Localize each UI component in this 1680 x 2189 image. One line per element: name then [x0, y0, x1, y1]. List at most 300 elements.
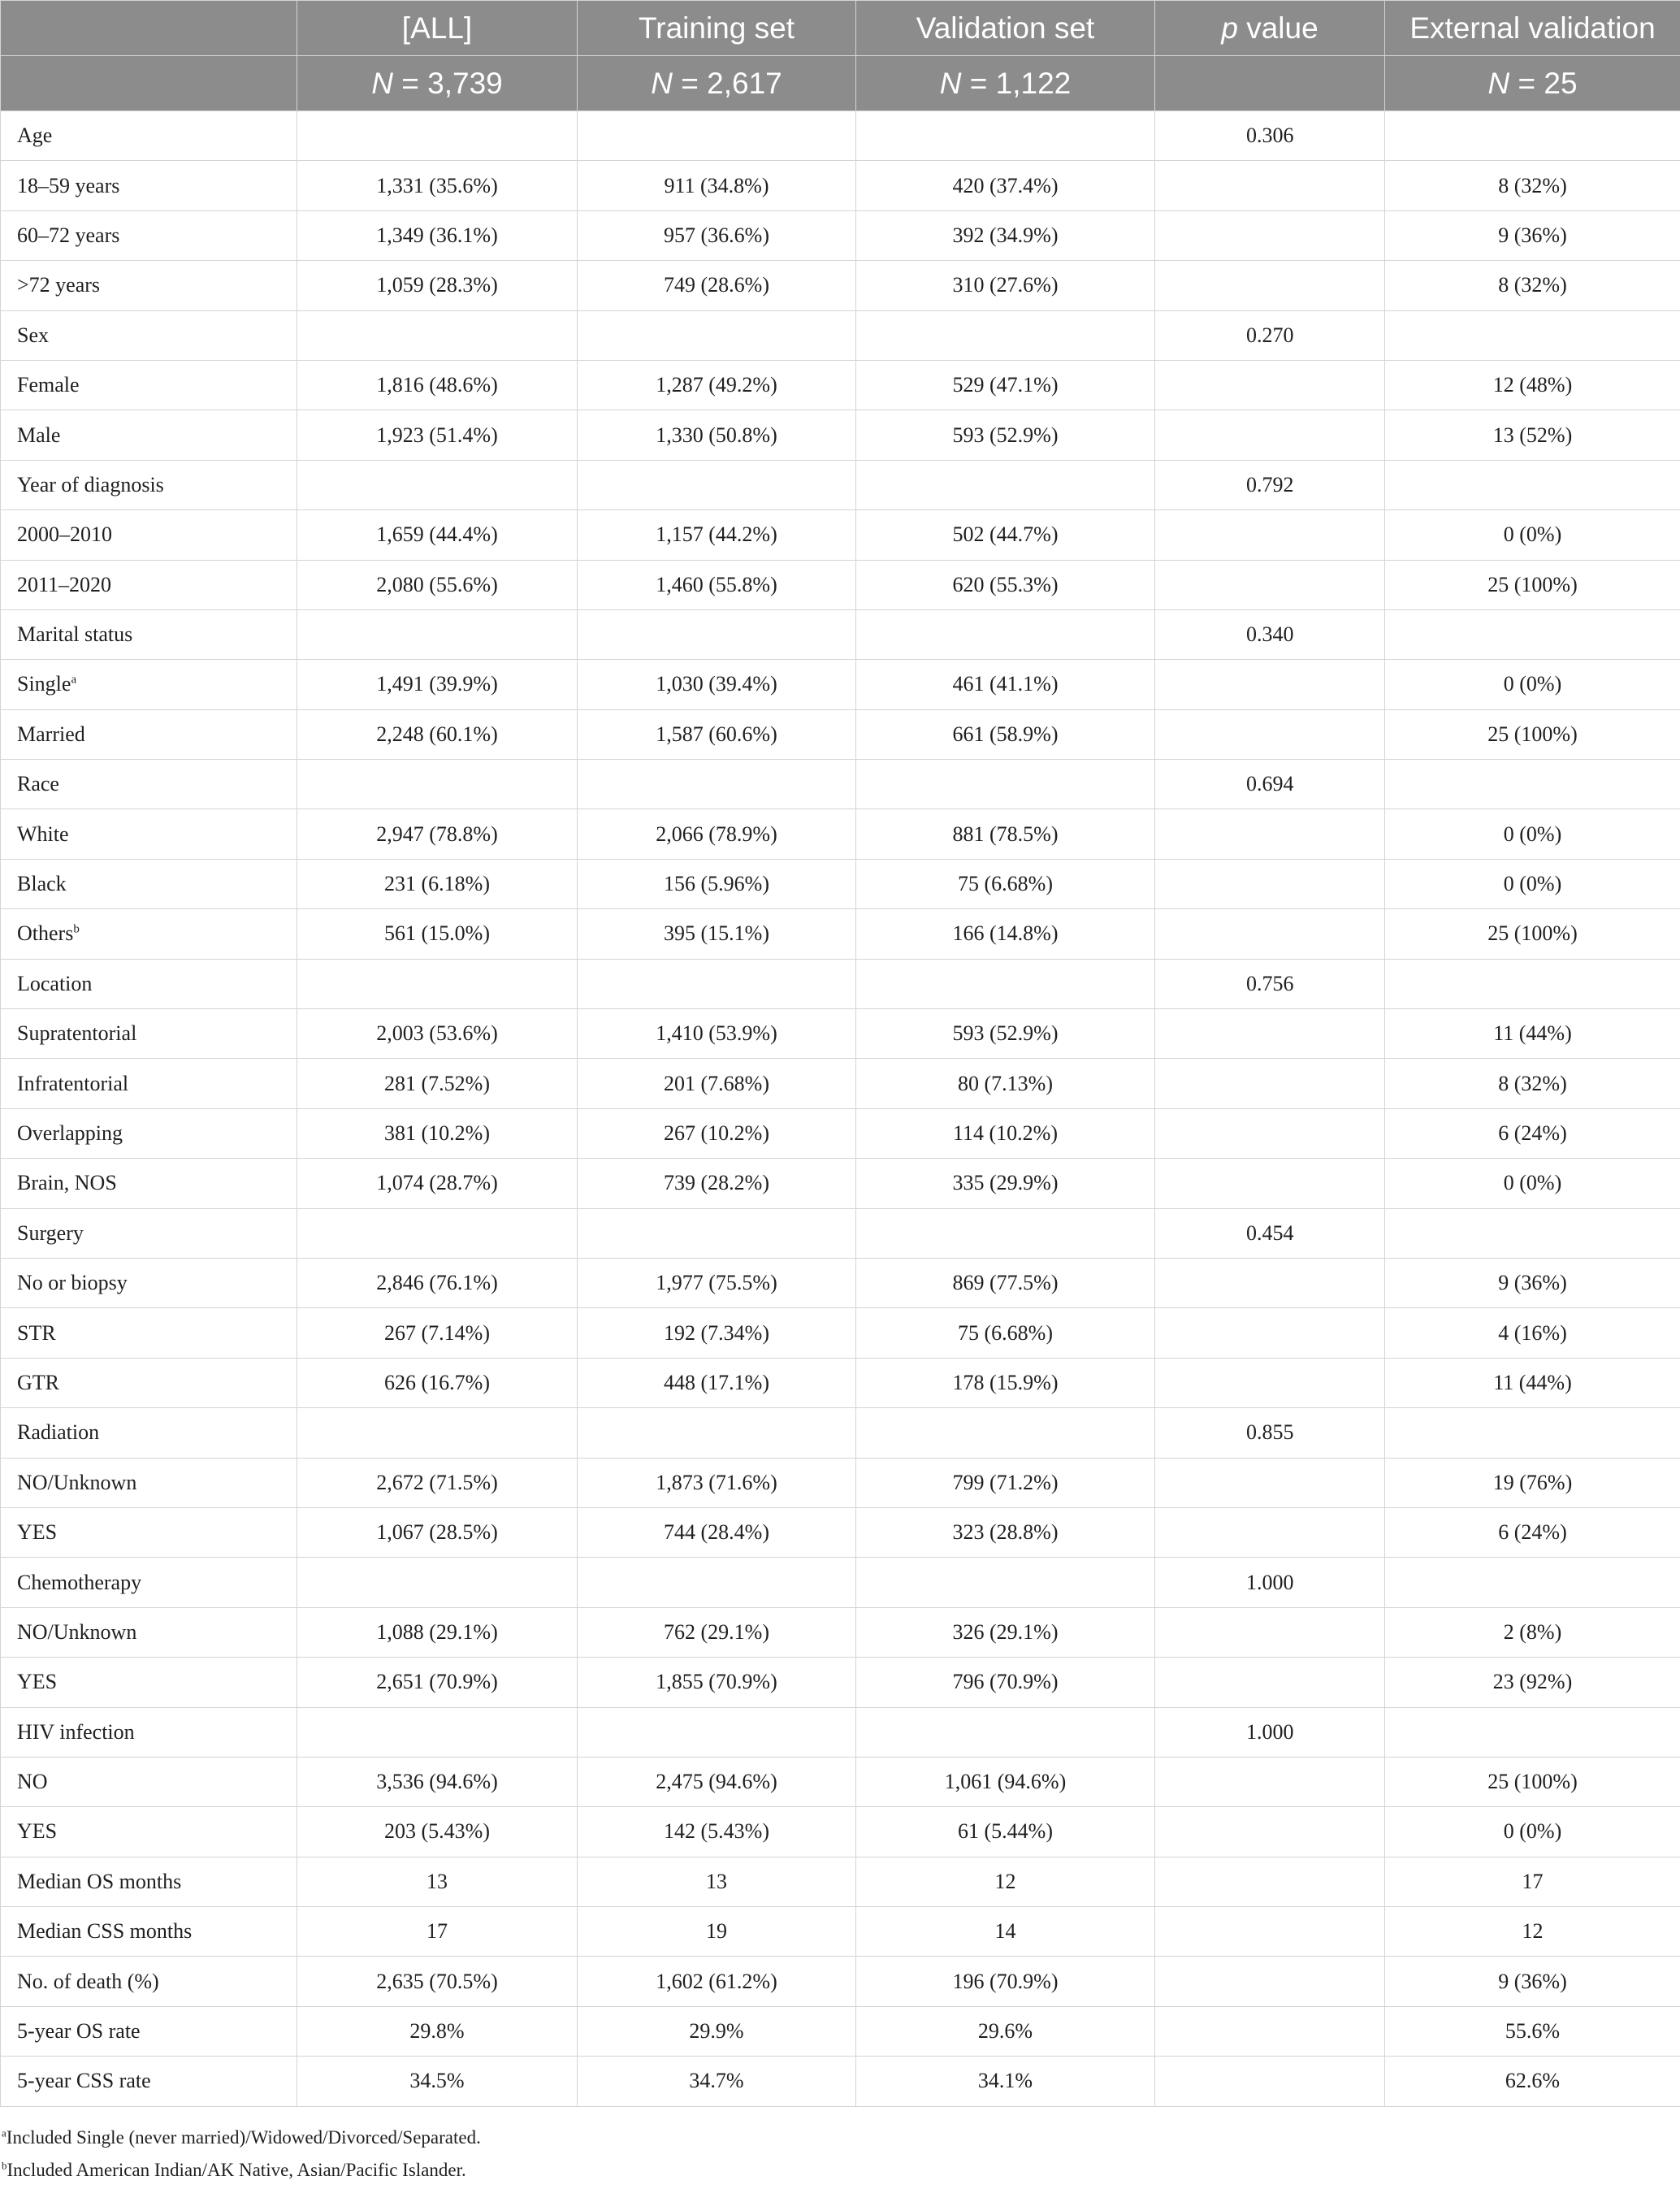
cell-external [1385, 1208, 1680, 1258]
row-label: Male [1, 410, 297, 460]
cell-p-value [1155, 859, 1385, 908]
cell-training [578, 1707, 856, 1757]
row-label: Others$^b$ [1, 909, 297, 959]
cell-external: 9 (36%) [1385, 210, 1680, 260]
cell-all: 13 [297, 1857, 578, 1906]
table-row [1, 360, 1680, 410]
cell-external: 11 (44%) [1385, 1009, 1680, 1059]
cell-validation [856, 1558, 1155, 1607]
cell-external: 25 (100%) [1385, 709, 1680, 759]
cell-validation [856, 1208, 1155, 1258]
header-n-training: N = 2,617 [578, 56, 856, 111]
cell-all [297, 1208, 578, 1258]
cell-all: 626 (16.7%) [297, 1358, 578, 1407]
table-row [1, 1658, 1680, 1707]
cell-training: 749 (28.6%) [578, 261, 856, 310]
cell-external: 12 (48%) [1385, 360, 1680, 410]
table-row [1, 760, 1680, 809]
cell-validation [856, 1707, 1155, 1757]
cell-p-value: 0.306 [1155, 111, 1385, 161]
cell-validation: 178 (15.9%) [856, 1358, 1155, 1407]
cell-validation: 61 (5.44%) [856, 1807, 1155, 1857]
cell-all [297, 1558, 578, 1607]
cell-validation: 80 (7.13%) [856, 1059, 1155, 1108]
cell-external: 12 [1385, 1907, 1680, 1957]
cell-validation: 799 (71.2%) [856, 1458, 1155, 1507]
cell-validation: 75 (6.68%) [856, 859, 1155, 908]
row-label: 2011–2020 [1, 560, 297, 609]
cell-p-value [1155, 1458, 1385, 1507]
cell-external: 0 (0%) [1385, 1159, 1680, 1208]
cell-validation: 593 (52.9%) [856, 410, 1155, 460]
table-row [1, 410, 1680, 460]
row-label: Brain, NOS [1, 1159, 297, 1208]
row-label: NO [1, 1757, 297, 1806]
row-label: Supratentorial [1, 1009, 297, 1059]
cell-p-value [1155, 1059, 1385, 1108]
cell-validation: 796 (70.9%) [856, 1658, 1155, 1707]
row-label: NO/Unknown [1, 1458, 297, 1507]
cell-p-value [1155, 161, 1385, 210]
cell-validation [856, 1408, 1155, 1458]
table-row [1, 1857, 1680, 1906]
row-label: 5-year OS rate [1, 2006, 297, 2056]
row-label: Radiation [1, 1408, 297, 1458]
row-label: YES [1, 1658, 297, 1707]
cell-p-value: 0.454 [1155, 1208, 1385, 1258]
cell-external: 11 (44%) [1385, 1358, 1680, 1407]
row-label: YES [1, 1807, 297, 1857]
header-n-all: N = 3,739 [297, 56, 578, 111]
row-label: Location [1, 959, 297, 1008]
cell-external: 9 (36%) [1385, 1258, 1680, 1307]
cell-external: 23 (92%) [1385, 1658, 1680, 1707]
cell-p-value: 0.340 [1155, 609, 1385, 659]
cell-all [297, 460, 578, 509]
header-label-blank [1, 1, 297, 56]
table-row [1, 1907, 1680, 1957]
table-row [1, 959, 1680, 1008]
cell-training: 267 (10.2%) [578, 1108, 856, 1158]
cell-validation: 869 (77.5%) [856, 1258, 1155, 1307]
cell-training: 29.9% [578, 2006, 856, 2056]
cell-all: 267 (7.14%) [297, 1308, 578, 1358]
header-n-validation: N = 1,122 [856, 56, 1155, 111]
cell-training: 142 (5.43%) [578, 1807, 856, 1857]
table-row [1, 1607, 1680, 1657]
table-row [1, 261, 1680, 310]
cell-validation: 593 (52.9%) [856, 1009, 1155, 1059]
cell-all: 1,059 (28.3%) [297, 261, 578, 310]
row-label: Age [1, 111, 297, 161]
header-external-validation: External validation [1385, 1, 1680, 56]
cell-validation: 166 (14.8%) [856, 909, 1155, 959]
table-row [1, 310, 1680, 360]
cell-external: 6 (24%) [1385, 1507, 1680, 1557]
cell-training: 1,602 (61.2%) [578, 1957, 856, 2006]
cell-p-value [1155, 360, 1385, 410]
cell-external: 0 (0%) [1385, 809, 1680, 859]
table-row [1, 1558, 1680, 1607]
header-validation-set: Validation set [856, 1, 1155, 56]
cell-p-value [1155, 2006, 1385, 2056]
cell-p-value [1155, 1807, 1385, 1857]
table-body [1, 111, 1680, 2107]
cell-training [578, 959, 856, 1008]
cell-all: 1,659 (44.4%) [297, 510, 578, 560]
table-row [1, 859, 1680, 908]
cell-all: 1,331 (35.6%) [297, 161, 578, 210]
cell-training: 762 (29.1%) [578, 1607, 856, 1657]
cell-validation: 420 (37.4%) [856, 161, 1155, 210]
cell-external: 55.6% [1385, 2006, 1680, 2056]
cell-all: 3,536 (94.6%) [297, 1757, 578, 1806]
cell-external: 8 (32%) [1385, 161, 1680, 210]
cell-all: 381 (10.2%) [297, 1108, 578, 1158]
cell-all: 231 (6.18%) [297, 859, 578, 908]
row-label: 5-year CSS rate [1, 2057, 297, 2106]
cell-all: 2,651 (70.9%) [297, 1658, 578, 1707]
cell-validation [856, 609, 1155, 659]
table-row [1, 709, 1680, 759]
table-row [1, 1757, 1680, 1806]
cell-validation [856, 310, 1155, 360]
cell-training: 201 (7.68%) [578, 1059, 856, 1108]
cell-training: 1,330 (50.8%) [578, 410, 856, 460]
cell-all: 1,088 (29.1%) [297, 1607, 578, 1657]
row-label: Married [1, 709, 297, 759]
cell-p-value [1155, 809, 1385, 859]
cell-p-value: 1.000 [1155, 1558, 1385, 1607]
row-label: 18–59 years [1, 161, 297, 210]
cell-all: 1,923 (51.4%) [297, 410, 578, 460]
cell-p-value [1155, 660, 1385, 709]
cell-validation [856, 959, 1155, 1008]
cell-external: 25 (100%) [1385, 560, 1680, 609]
cell-training [578, 609, 856, 659]
row-label: >72 years [1, 261, 297, 310]
cell-validation: 661 (58.9%) [856, 709, 1155, 759]
cell-training: 156 (5.96%) [578, 859, 856, 908]
cell-p-value [1155, 909, 1385, 959]
row-label: HIV infection [1, 1707, 297, 1757]
cell-all: 1,816 (48.6%) [297, 360, 578, 410]
cell-all: 281 (7.52%) [297, 1059, 578, 1108]
row-label: Chemotherapy [1, 1558, 297, 1607]
cell-validation: 34.1% [856, 2057, 1155, 2106]
cell-p-value [1155, 1159, 1385, 1208]
table-row [1, 1308, 1680, 1358]
cell-training: 448 (17.1%) [578, 1358, 856, 1407]
cell-all: 17 [297, 1907, 578, 1957]
row-label: Female [1, 360, 297, 410]
cell-validation: 196 (70.9%) [856, 1957, 1155, 2006]
header-row-columns [1, 1, 1680, 56]
cell-external: 4 (16%) [1385, 1308, 1680, 1358]
cell-p-value [1155, 210, 1385, 260]
table-row [1, 809, 1680, 859]
cell-p-value: 0.756 [1155, 959, 1385, 1008]
row-label: 60–72 years [1, 210, 297, 260]
table-row [1, 1707, 1680, 1757]
cell-all: 29.8% [297, 2006, 578, 2056]
row-label: Infratentorial [1, 1059, 297, 1108]
row-label: No or biopsy [1, 1258, 297, 1307]
cell-p-value [1155, 1658, 1385, 1707]
cell-all: 1,349 (36.1%) [297, 210, 578, 260]
cell-p-value [1155, 1108, 1385, 1158]
header-row-n [1, 56, 1680, 111]
row-label: 2000–2010 [1, 510, 297, 560]
cell-external: 2 (8%) [1385, 1607, 1680, 1657]
cell-external [1385, 111, 1680, 161]
cell-external: 62.6% [1385, 2057, 1680, 2106]
header-n-external: N = 25 [1385, 56, 1680, 111]
cell-training [578, 111, 856, 161]
row-label: Median CSS months [1, 1907, 297, 1957]
row-label: Sex [1, 310, 297, 360]
cell-external: 6 (24%) [1385, 1108, 1680, 1158]
cell-external: 25 (100%) [1385, 1757, 1680, 1806]
table-row [1, 1208, 1680, 1258]
cell-all: 2,003 (53.6%) [297, 1009, 578, 1059]
cell-p-value [1155, 410, 1385, 460]
cell-validation: 114 (10.2%) [856, 1108, 1155, 1158]
cell-all: 34.5% [297, 2057, 578, 2106]
cell-validation: 75 (6.68%) [856, 1308, 1155, 1358]
table-row [1, 460, 1680, 509]
row-label: GTR [1, 1358, 297, 1407]
cell-external: 9 (36%) [1385, 1957, 1680, 2006]
cell-training: 744 (28.4%) [578, 1507, 856, 1557]
row-label: Median OS months [1, 1857, 297, 1906]
row-label: Marital status [1, 609, 297, 659]
table-row [1, 1807, 1680, 1857]
cell-p-value: 1.000 [1155, 1707, 1385, 1757]
cell-p-value: 0.694 [1155, 760, 1385, 809]
table-row [1, 909, 1680, 959]
footnote-marker: a [71, 673, 77, 687]
cell-p-value [1155, 1957, 1385, 2006]
cell-p-value [1155, 1258, 1385, 1307]
cell-external: 25 (100%) [1385, 909, 1680, 959]
cell-p-value [1155, 1857, 1385, 1906]
cell-training: 739 (28.2%) [578, 1159, 856, 1208]
row-label: No. of death (%) [1, 1957, 297, 2006]
row-label: Year of diagnosis [1, 460, 297, 509]
cell-p-value [1155, 510, 1385, 560]
cell-all [297, 760, 578, 809]
row-label: Black [1, 859, 297, 908]
row-label: NO/Unknown [1, 1607, 297, 1657]
cell-training: 34.7% [578, 2057, 856, 2106]
cell-validation: 14 [856, 1907, 1155, 1957]
cell-external [1385, 1707, 1680, 1757]
row-label: YES [1, 1507, 297, 1557]
cell-external: 0 (0%) [1385, 510, 1680, 560]
cell-all: 1,067 (28.5%) [297, 1507, 578, 1557]
cell-p-value: 0.792 [1155, 460, 1385, 509]
cell-training: 2,475 (94.6%) [578, 1757, 856, 1806]
row-label: Surgery [1, 1208, 297, 1258]
cell-external: 0 (0%) [1385, 1807, 1680, 1857]
table-row [1, 1358, 1680, 1407]
cell-all: 2,080 (55.6%) [297, 560, 578, 609]
table-row [1, 510, 1680, 560]
footnotes [0, 2122, 1680, 2187]
cell-training: 911 (34.8%) [578, 161, 856, 210]
table-row [1, 1957, 1680, 2006]
cell-validation: 529 (47.1%) [856, 360, 1155, 410]
table-row [1, 210, 1680, 260]
cell-validation [856, 460, 1155, 509]
cell-training [578, 1408, 856, 1458]
cell-p-value [1155, 1607, 1385, 1657]
cell-p-value [1155, 1358, 1385, 1407]
cell-p-value [1155, 2057, 1385, 2106]
row-label: White [1, 809, 297, 859]
table-row [1, 1458, 1680, 1507]
cell-external [1385, 310, 1680, 360]
row-label: STR [1, 1308, 297, 1358]
cell-training: 395 (15.1%) [578, 909, 856, 959]
header-training-set: Training set [578, 1, 856, 56]
cell-all: 561 (15.0%) [297, 909, 578, 959]
cell-external [1385, 460, 1680, 509]
cell-training: 19 [578, 1907, 856, 1957]
cell-validation: 323 (28.8%) [856, 1507, 1155, 1557]
cell-training [578, 760, 856, 809]
cell-all [297, 310, 578, 360]
cell-training: 1,977 (75.5%) [578, 1258, 856, 1307]
row-label: Overlapping [1, 1108, 297, 1158]
cell-training: 2,066 (78.9%) [578, 809, 856, 859]
cell-all [297, 111, 578, 161]
cell-p-value: 0.855 [1155, 1408, 1385, 1458]
cell-training: 1,855 (70.9%) [578, 1658, 856, 1707]
cell-p-value [1155, 1009, 1385, 1059]
footnote-a: $^a$Included Single (never married)/Widowed/Divorced/Separated. [2, 2126, 481, 2148]
cell-all: 1,074 (28.7%) [297, 1159, 578, 1208]
cell-p-value [1155, 1757, 1385, 1806]
cell-validation: 881 (78.5%) [856, 809, 1155, 859]
cell-training: 13 [578, 1857, 856, 1906]
cell-training [578, 1558, 856, 1607]
cell-training: 1,587 (60.6%) [578, 709, 856, 759]
cell-all: 1,491 (39.9%) [297, 660, 578, 709]
cell-validation: 392 (34.9%) [856, 210, 1155, 260]
cell-p-value [1155, 560, 1385, 609]
cell-external [1385, 959, 1680, 1008]
cell-p-value [1155, 261, 1385, 310]
cell-validation: 1,061 (94.6%) [856, 1757, 1155, 1806]
table-row [1, 2006, 1680, 2056]
cell-validation [856, 111, 1155, 161]
table-row [1, 609, 1680, 659]
cell-training: 957 (36.6%) [578, 210, 856, 260]
header-p-value: p value [1155, 1, 1385, 56]
row-label: Single$^a$ [1, 660, 297, 709]
cell-validation: 310 (27.6%) [856, 261, 1155, 310]
cell-p-value [1155, 1308, 1385, 1358]
cell-external [1385, 1558, 1680, 1607]
cell-external: 0 (0%) [1385, 859, 1680, 908]
cell-validation [856, 760, 1155, 809]
header-n-p-blank [1155, 56, 1385, 111]
table-row [1, 2057, 1680, 2106]
cell-external: 8 (32%) [1385, 261, 1680, 310]
cell-p-value [1155, 1907, 1385, 1957]
cell-training: 1,157 (44.2%) [578, 510, 856, 560]
table-row [1, 1108, 1680, 1158]
cell-all: 2,248 (60.1%) [297, 709, 578, 759]
cell-all: 2,635 (70.5%) [297, 1957, 578, 2006]
cell-external [1385, 609, 1680, 659]
cell-external [1385, 760, 1680, 809]
cell-training: 1,410 (53.9%) [578, 1009, 856, 1059]
cell-external: 19 (76%) [1385, 1458, 1680, 1507]
footnote-b: $^b$Included American Indian/AK Native, Asian/Pacific Islander. [2, 2158, 466, 2180]
cell-training: 1,873 (71.6%) [578, 1458, 856, 1507]
cell-all: 2,846 (76.1%) [297, 1258, 578, 1307]
cell-all: 2,947 (78.8%) [297, 809, 578, 859]
table-row [1, 1258, 1680, 1307]
cell-external: 13 (52%) [1385, 410, 1680, 460]
header-n-blank [1, 56, 297, 111]
cell-validation: 620 (55.3%) [856, 560, 1155, 609]
cell-p-value [1155, 709, 1385, 759]
cell-training: 1,460 (55.8%) [578, 560, 856, 609]
row-label: Race [1, 760, 297, 809]
cell-all [297, 959, 578, 1008]
cell-validation: 461 (41.1%) [856, 660, 1155, 709]
cell-training [578, 1208, 856, 1258]
cell-all [297, 1707, 578, 1757]
cell-p-value: 0.270 [1155, 310, 1385, 360]
table-row [1, 1009, 1680, 1059]
header-all: [ALL] [297, 1, 578, 56]
table-header [1, 1, 1680, 111]
table-row [1, 660, 1680, 709]
header-p-symbol: p [1221, 11, 1238, 45]
cell-external [1385, 1408, 1680, 1458]
cell-training [578, 310, 856, 360]
table-row [1, 111, 1680, 161]
cell-p-value [1155, 1507, 1385, 1557]
table-row [1, 1408, 1680, 1458]
table-row [1, 1159, 1680, 1208]
table-row [1, 161, 1680, 210]
cell-external: 17 [1385, 1857, 1680, 1906]
footnote-marker: b [73, 922, 80, 936]
cell-training: 1,030 (39.4%) [578, 660, 856, 709]
cell-all: 2,672 (71.5%) [297, 1458, 578, 1507]
cell-training [578, 460, 856, 509]
table-row [1, 560, 1680, 609]
cell-all [297, 1408, 578, 1458]
cell-validation: 326 (29.1%) [856, 1607, 1155, 1657]
cell-training: 1,287 (49.2%) [578, 360, 856, 410]
table-row [1, 1059, 1680, 1108]
cell-external: 0 (0%) [1385, 660, 1680, 709]
cell-all [297, 609, 578, 659]
cell-all: 203 (5.43%) [297, 1807, 578, 1857]
cell-validation: 502 (44.7%) [856, 510, 1155, 560]
table-row [1, 1507, 1680, 1557]
cell-validation: 29.6% [856, 2006, 1155, 2056]
cell-validation: 335 (29.9%) [856, 1159, 1155, 1208]
cell-external: 8 (32%) [1385, 1059, 1680, 1108]
